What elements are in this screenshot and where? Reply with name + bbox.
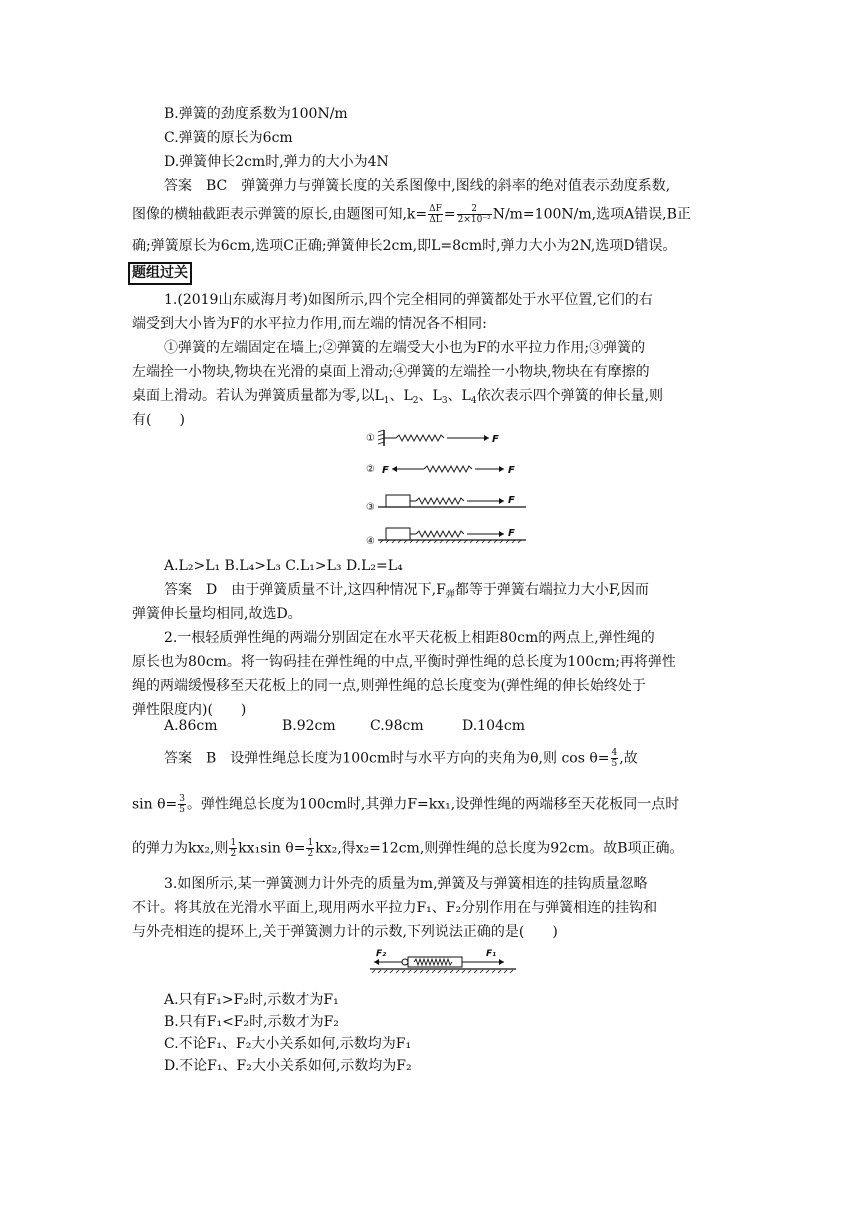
spring-scale-figure bbox=[366, 944, 518, 978]
figure-label-1: ① bbox=[366, 433, 375, 444]
fraction: $\frac{4}{5}$ bbox=[611, 748, 618, 769]
figure-label-4: ④ bbox=[366, 536, 375, 547]
answer-line: 的弹力为kx₂,则 $\frac{1}{2}$ kx₁sin θ= $\frac{1}{2}$ kx₂,得x₂=12cm,则弹性绳的总长度为92cm。故B项正确。 bbox=[132, 838, 684, 859]
question-1-line: 1.(2019山东威海月考)如图所示,四个完全相同的弹簧都处于水平位置,它们的右 bbox=[164, 292, 653, 308]
force-label: F bbox=[382, 465, 389, 476]
option-d: D.弹簧伸长2cm时,弹力的大小为4N bbox=[164, 154, 389, 170]
question-2-line: 2.一根轻质弹性绳的两端分别固定在水平天花板上相距80cm的两点上,弹性绳的 bbox=[164, 630, 655, 646]
question-3-option: B.只有F₁<F₂时,示数才为F₂ bbox=[164, 1014, 339, 1030]
fraction: $\frac{1}{2}$ bbox=[230, 838, 237, 859]
figure-label-2: ② bbox=[366, 464, 375, 475]
answer-line: sin θ= $\frac{3}{5}$ 。弹性绳总长度为100cm时,其弹力F=kx₁,设弹性绳的两端移至天花板同一点时 bbox=[132, 794, 680, 815]
option-c: C.弹簧的原长为6cm bbox=[164, 130, 293, 146]
question-1-line: 左端拴一小物块,物块在光滑的桌面上滑动;④弹簧的左端拴一小物块,物块在有摩擦的 bbox=[132, 364, 650, 380]
fraction: $\frac{1}{2}$ bbox=[307, 838, 314, 859]
question-1-line: 端受到大小皆为F的水平拉力作用,而左端的情况各不相同: bbox=[132, 316, 487, 332]
fraction: $\frac{\Delta F}{\Delta L}$ bbox=[429, 204, 442, 225]
force-label: F bbox=[508, 495, 515, 506]
question-1-line: 桌面上滑动。若认为弹簧质量都为零,以$L_1$、$L_2$、$L_3$、$L_4$依次表示四个弹簧的伸长量,则 bbox=[132, 388, 664, 406]
fraction: $\frac{3}{5}$ bbox=[179, 794, 186, 815]
question-1-line: 有( ) bbox=[132, 412, 185, 428]
force-label-f2: F₂ bbox=[376, 949, 387, 959]
answer-line: 图像的横轴截距表示弹簧的原长,由题图可知,k= $\frac{\Delta F}{\Delta L}$ = $\frac{2}{\text{2×10⁻²}}$ N/m=100N/m,选项A错误,B正 bbox=[132, 204, 691, 225]
force-label: F bbox=[508, 465, 515, 476]
question-2-line: 弹性限度内)( ) bbox=[132, 702, 247, 718]
question-3-line: 与外壳相连的提环上,关于弹簧测力计的示数,下列说法正确的是( ) bbox=[132, 924, 558, 940]
question-2-options: A.86cm B.92cm C.98cm D.104cm bbox=[164, 718, 526, 734]
question-1-line: ①弹簧的左端固定在墙上;②弹簧的左端受大小也为F的水平拉力作用;③弹簧的 bbox=[164, 340, 646, 356]
force-label: F bbox=[492, 434, 499, 445]
fraction: $\frac{2}{\text{2×10⁻²}}$ bbox=[457, 204, 491, 225]
question-1-options: A.L₂>L₁ B.L₄>L₃ C.L₁>L₃ D.L₂=L₄ bbox=[164, 558, 403, 574]
question-2-line: 绳的两端缓慢移至天花板上的同一点,则弹性绳的总长度变为(弹性绳的伸长始终处于 bbox=[132, 678, 646, 694]
question-3-option: A.只有F₁>F₂时,示数才为F₁ bbox=[164, 992, 339, 1008]
force-label: F bbox=[508, 528, 515, 539]
answer-line: 确;弹簧原长为6cm,选项C正确;弹簧伸长2cm,即L=8cm时,弹力大小为2N,选项D错误。 bbox=[132, 238, 677, 254]
answer-line: 答案 BC 弹簧弹力与弹簧长度的关系图像中,图线的斜率的绝对值表示劲度系数, bbox=[164, 178, 671, 194]
question-3-line: 不计。将其放在光滑水平面上,现用两水平拉力F₁、F₂分别作用在与弹簧相连的挂钩和 bbox=[132, 900, 658, 916]
force-label-f1: F₁ bbox=[486, 949, 497, 959]
springs-figure bbox=[364, 424, 534, 554]
question-3-option: D.不论F₁、F₂大小关系如何,示数均为F₂ bbox=[164, 1058, 412, 1074]
question-3-line: 3.如图所示,某一弹簧测力计外壳的质量为m,弹簧及与弹簧相连的挂钩质量忽略 bbox=[164, 876, 648, 892]
answer-line: 答案 D 由于弹簧质量不计,这四种情况下$,F_弹$都等于弹簧右端拉力大小F,因而 bbox=[164, 582, 649, 600]
answer-line: 弹簧伸长量均相同,故选D。 bbox=[132, 606, 302, 622]
question-3-option: C.不论F₁、F₂大小关系如何,示数均为F₁ bbox=[164, 1036, 412, 1052]
question-2-line: 原长也为80cm。将一钩码挂在弹性绳的中点,平衡时弹性绳的总长度为100cm;再将弹性 bbox=[132, 654, 676, 670]
option-b: B.弹簧的劲度系数为100N/m bbox=[164, 106, 348, 122]
answer-line: 答案 B 设弹性绳总长度为100cm时与水平方向的夹角为θ,则 cos θ= $\frac{4}{5}$ ,故 bbox=[164, 748, 638, 769]
figure-label-3: ③ bbox=[366, 502, 375, 513]
section-title: 题组过关 bbox=[128, 262, 192, 285]
